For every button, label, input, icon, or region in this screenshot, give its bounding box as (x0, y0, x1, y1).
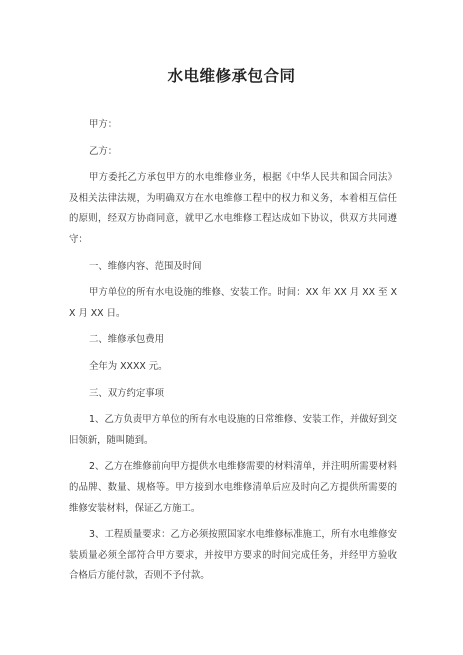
document-title: 水电维修承包合同 (167, 67, 296, 85)
term-item-3: 3、工程质量要求：乙方必须按照国家水电维修标准施工，所有水电维修安装质量必须全部符合甲方要求，并按甲方要求的时间完成任务，并经甲方验收合格后方能付款，否则不予付款。 (69, 529, 397, 582)
fee-paragraph: 全年为 XXXX 元。 (89, 360, 168, 372)
scope-paragraph: 甲方单位的所有水电设施的维修、安装工作。时间：XX 年 XX 月 XX 至 XX 月 XX 日。 (69, 287, 397, 319)
party-b-line: 乙方： (89, 145, 118, 157)
section-heading-fee: 二、维修承包费用 (89, 334, 165, 346)
term-item-2: 2、乙方在维修前向甲方提供水电维修需要的材料清单，并注明所需要材料的品牌、数量、规格等。甲方接到水电维修清单后应及时向乙方提供所需要的维修安装材料，保证乙方施工。 (69, 461, 397, 514)
section-heading-scope: 一、维修内容、范围及时间 (89, 260, 202, 272)
document-body (69, 115, 397, 593)
section-heading-terms: 三、双方约定事项 (89, 387, 165, 399)
party-a-line: 甲方： (89, 119, 118, 130)
preamble-paragraph: 甲方委托乙方承包甲方的水电维修业务，根据《中华人民共和国合同法》及相关法律法规，为明确双方在水电维修工程中的权力和义务，本着相互信任的原则，经双方协商同意，就甲乙水电维修工程达成如下协议，供双方共同遵守： (69, 172, 397, 245)
term-item-1: 1、乙方负责甲方单位的所有水电设施的日常维修、安装工作，并做好到交旧领新，随叫随到。 (69, 414, 397, 446)
